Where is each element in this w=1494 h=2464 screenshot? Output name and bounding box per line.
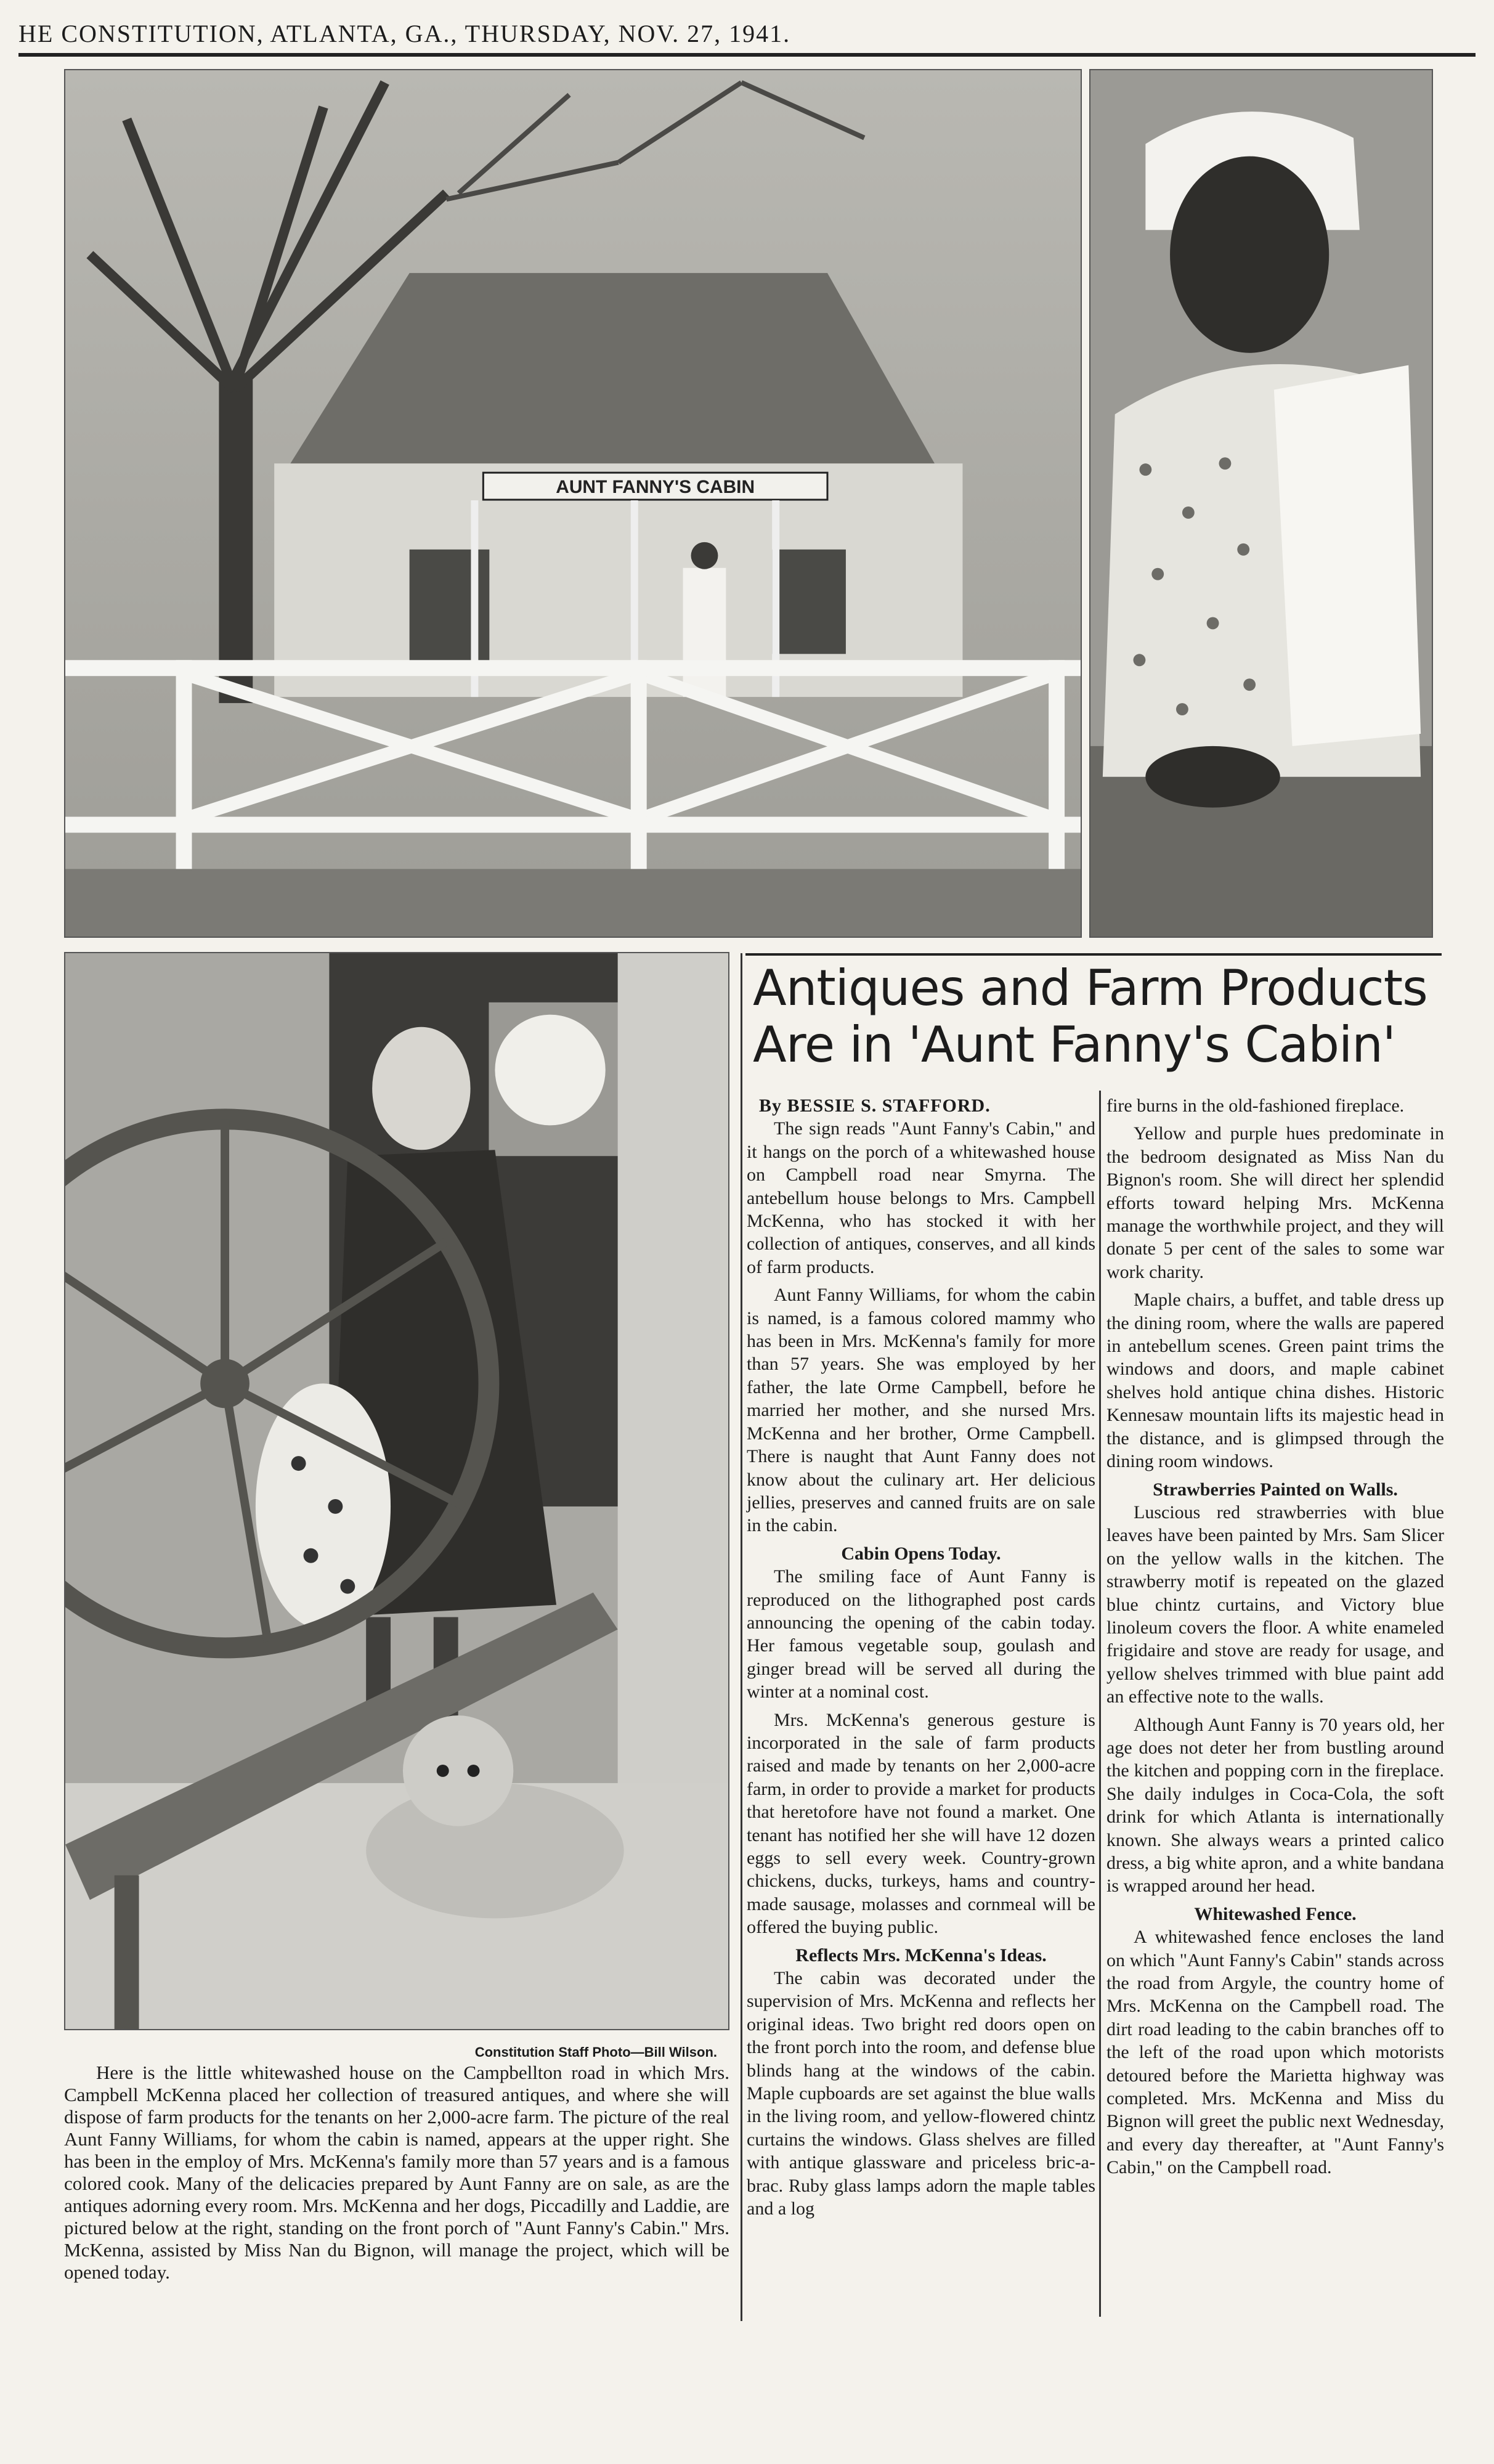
article-paragraph: The sign reads "Aunt Fanny's Cabin," and it hangs on the porch of a whitewashed house on Campbell road near Smyrna. The antebellum house belongs to Mrs. Campbell McKenna, who has stocked it with her collection of antiques, conserves, and all kinds of farm products.	[747, 1118, 1095, 1277]
subhead-strawberries: Strawberries Painted on Walls.	[1153, 1479, 1398, 1500]
headline-line-2: Are in 'Aunt Fanny's Cabin'	[753, 1016, 1395, 1073]
article-paragraph: Mrs. McKenna's generous gesture is incorporated in the sale of farm products raised and made by tenants on her 2,000-acre farm, in order to provide a market for products that heretofore have not found a market. One tenant has notified her she will have 12 dozen eggs to sell every week. Country-grown chickens, ducks, turkeys, hams and country-made sausage, molasses and cornmeal will be offered the buying public.	[747, 1709, 1095, 1938]
mckenna-spinning-wheel-photo-art	[65, 953, 728, 2029]
article-paragraph: Although Aunt Fanny is 70 years old, her age does not deter her from bustling around the kitchen and popping corn in the fireplace. She daily indulges in Coca-Cola, the soft drink for which Atlanta is internationally known. She always wears a printed calico dress, a big white apron, and a white bandana is wrapped around her head.	[1106, 1714, 1444, 1897]
photo-credit: Constitution Staff Photo—Bill Wilson.	[474, 2044, 717, 2060]
aunt-fanny-portrait-art	[1090, 70, 1432, 937]
mckenna-spinning-wheel-photo	[64, 952, 729, 2030]
column-rule-middle	[1099, 1091, 1101, 2317]
byline: By BESSIE S. STAFFORD.	[759, 1096, 991, 1116]
photo-caption: Here is the little whitewashed house on the Campbellton road in which Mrs. Campbell McKenna placed her collection of treasured antiques, and where she will dispose of farm products for the tenants on her 2,000-acre farm. The picture of the real Aunt Fanny Williams, for whom the cabin is named, appears at the upper right. She has been in the employ of Mrs. McKenna's family more than 57 years and is a famous colored cook. Many of the delicacies prepared by Aunt Fanny are on sale, as are the antiques adorning every room. Mrs. McKenna and her dogs, Piccadilly and Laddie, are pictured below at the right, standing on the front porch of "Aunt Fanny's Cabin." Mrs. McKenna, assisted by Miss Nan du Bignon, will manage the project, which will be opened today.	[64, 2062, 729, 2283]
article-paragraph: Yellow and purple hues predominate in the bedroom designated as Miss Nan du Bignon's room. She will direct her splendid efforts toward helping Mrs. McKenna manage the worthwhile project, and they will donate 5 per cent of the sales to some war work charity.	[1106, 1123, 1444, 1282]
article-top-rule	[745, 953, 1442, 956]
article-paragraph: fire burns in the old-fashioned fireplace.	[1106, 1096, 1405, 1116]
subhead-whitewashed-fence: Whitewashed Fence.	[1194, 1903, 1357, 1924]
subhead-cabin-opens: Cabin Opens Today.	[841, 1543, 1001, 1564]
article-paragraph: Aunt Fanny Williams, for whom the cabin is named, is a famous colored mammy who has been in Mrs. McKenna's family for more than 57 years. She was employed by her father, the late Orme Campbell, before he married her mother, and she nursed Mrs. McKenna and her brother, Orme Campbell. There is naught that Aunt Fanny does not know about the culinary art. Her delicious jellies, preserves and canned fruits are on sale in the cabin.	[747, 1285, 1095, 1536]
subhead-reflects-ideas: Reflects Mrs. McKenna's Ideas.	[795, 1945, 1047, 1966]
article-headline	[753, 960, 1443, 1073]
cabin-sign-text: AUNT FANNY'S CABIN	[556, 477, 755, 498]
article-paragraph: Luscious red strawberries with blue leaves have been painted by Mrs. Sam Slicer on the yellow walls in the kitchen. The strawberry motif is repeated on the glazed blue chintz curtains, and Victory blue linoleum covers the floor. A white enameled frigidaire and stove are ready for usage, and yellow shelves trimmed with blue paint add an effective note to the walls.	[1106, 1502, 1444, 1707]
article-paragraph: The smiling face of Aunt Fanny is reproduced on the lithographed post cards announcing the opening of the cabin today. Her famous vegetable soup, goulash and ginger bread will be served all during the winter at a nominal cost.	[747, 1566, 1095, 1702]
column-rule-left	[741, 953, 742, 2321]
cabin-photo	[64, 69, 1082, 938]
cabin-photo-art	[65, 70, 1081, 937]
masthead: HE CONSTITUTION, ATLANTA, GA., THURSDAY, NOV. 27, 1941.	[18, 11, 1476, 57]
article-column-1	[747, 1094, 1095, 2226]
article-paragraph: The cabin was decorated under the supervision of Mrs. McKenna and reflects her original ideas. Two bright red doors open on the front porch into the room, and defense blue blinds hang at the windows of the cabin. Maple cupboards are set against the blue walls in the living room, and yellow-flowered chintz curtains the windows. Glass shelves are filled with antique glassware and priceless bric-a-brac. Ruby glass lamps adorn the maple tables and a log	[747, 1968, 1095, 2219]
headline-line-1: Antiques and Farm Products	[753, 959, 1427, 1017]
aunt-fanny-portrait	[1089, 69, 1433, 938]
article-column-2	[1106, 1094, 1444, 2184]
article-paragraph: Maple chairs, a buffet, and table dress up the dining room, where the walls are papered in antebellum scenes. Green paint trims the windows and doors, and maple cabinet shelves hold antique china dishes. Historic Kennesaw mountain lifts its majestic head in the distance, and is glimpsed through the dining room windows.	[1106, 1290, 1444, 1472]
article-paragraph: A whitewashed fence encloses the land on which "Aunt Fanny's Cabin" stands across the road from Argyle, the country home of Mrs. McKenna on the Campbell road. The dirt road leading to the cabin branches off to the left of the road upon which motorists detoured before the Marietta highway was completed. Mrs. McKenna and Miss du Bignon will greet the public next Wednesday, and every day thereafter, at "Aunt Fanny's Cabin," on the Campbell road.	[1106, 1927, 1444, 2178]
